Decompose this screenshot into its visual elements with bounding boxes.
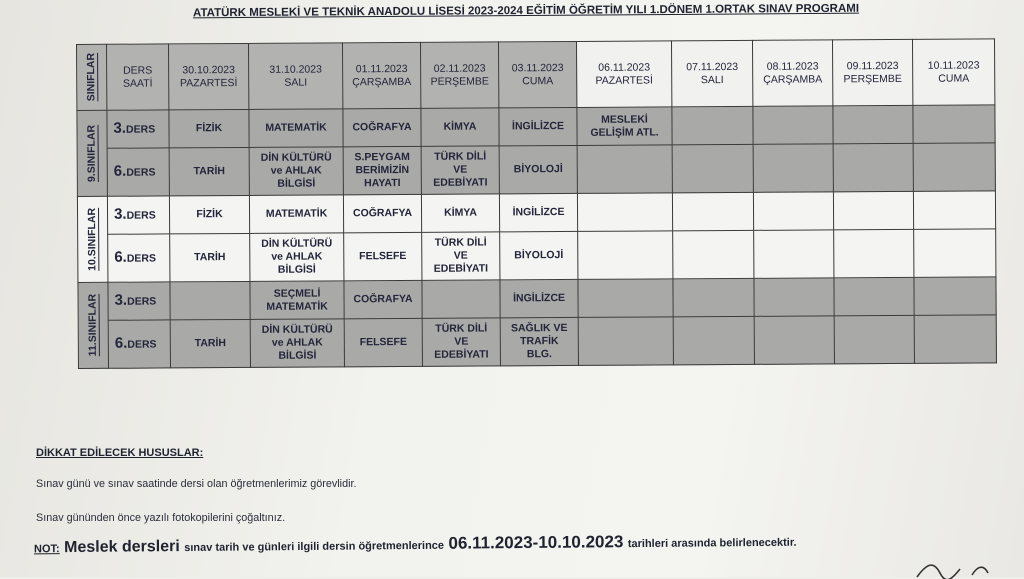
- day-header: [498, 41, 576, 107]
- exam-cell: S.PEYGAM BERİMİZİN HAYATI: [343, 146, 421, 194]
- not-mid-text: sınav tarih ve günleri ilgili dersin öğretmenlerince: [184, 539, 445, 555]
- exam-schedule-table: [76, 38, 997, 369]
- exam-cell: KİMYA: [421, 194, 499, 232]
- header-row: [77, 39, 995, 111]
- document-title: ATATÜRK MESLEKİ VE TEKNİK ANADOLU LİSESİ 2023-2024 EĞİTİM ÖĞRETİM YILI 1.DÖNEM 1.ORTAK SINAV PROGRAMI: [192, 2, 860, 20]
- exam-cell: FİZİK: [169, 195, 249, 233]
- exam-cell: [754, 230, 834, 278]
- day-header: [671, 40, 752, 106]
- schedule-row: [77, 143, 995, 197]
- day-header: [912, 39, 994, 105]
- class-group-cell: [77, 110, 108, 196]
- exam-cell: [914, 277, 996, 316]
- day-name: PAZARTESİ: [179, 76, 238, 89]
- exam-cell: [578, 279, 673, 318]
- lesson-hour-suffix: DERS: [126, 209, 156, 222]
- class-group-cell: [77, 196, 108, 282]
- lesson-hour-number: 3.: [114, 291, 128, 309]
- exam-cell: İNGİLİZCE: [499, 107, 577, 145]
- exam-cell: COĞRAFYA: [343, 108, 421, 146]
- exam-cell: SAĞLIK VE TRAFİK BLG.: [500, 317, 578, 365]
- exam-cell: TARİH: [169, 147, 249, 195]
- day-date: 03.11.2023: [511, 61, 564, 74]
- exam-cell: TÜRK DİLİ VE EDEBİYATI: [421, 146, 499, 194]
- note-line-1: Sınav günü ve sınav saatinde dersi olan öğretmenlerimiz görevlidir.: [36, 478, 357, 490]
- day-date: 10.11.2023: [927, 58, 980, 72]
- lesson-hour-number: 6.: [113, 162, 127, 180]
- exam-cell: [672, 106, 753, 144]
- lesson-hour-cell: [108, 282, 170, 320]
- exam-cell: BİYOLOJİ: [499, 145, 577, 193]
- notes-heading: DİKKAT EDİLECEK HUSUSLAR:: [36, 447, 204, 459]
- exam-cell: [914, 315, 996, 364]
- exam-cell: [672, 192, 753, 230]
- exam-cell: [834, 277, 914, 315]
- exam-cell: [913, 105, 995, 144]
- day-name: ÇARŞAMBA: [763, 72, 823, 86]
- not-dates: 06.11.2023-10.10.2023: [448, 532, 624, 553]
- day-name: CUMA: [522, 74, 554, 87]
- exam-cell: DİN KÜLTÜRÜ ve AHLAK BİLGİSİ: [250, 233, 344, 282]
- not-end-text: tarihleri arasında belirlenecektir.: [627, 536, 797, 551]
- day-name: PERŞEMBE: [430, 74, 489, 88]
- day-date: 06.11.2023: [598, 60, 651, 74]
- lesson-hour-number: 3.: [113, 119, 127, 137]
- day-header: [342, 42, 420, 108]
- day-date: 01.11.2023: [355, 62, 408, 75]
- day-header: [420, 42, 498, 108]
- group-header-label: SINIFLAR: [85, 53, 98, 102]
- exam-cell: SEÇMELİ MATEMATİK: [250, 281, 344, 320]
- exam-cell: [673, 316, 754, 364]
- exam-cell: [754, 278, 834, 316]
- exam-cell: [833, 191, 913, 229]
- exam-cell: COĞRAFYA: [343, 194, 421, 232]
- class-group-cell: [78, 282, 109, 368]
- exam-cell: [834, 229, 914, 277]
- lesson-hour-cell: [108, 234, 170, 282]
- exam-cell: [672, 144, 753, 192]
- class-group-label: 11.SINIFLAR: [86, 294, 99, 357]
- day-date: 30.10.2023: [182, 63, 235, 76]
- exam-cell: FELSEFE: [344, 232, 422, 280]
- lesson-hour-cell: [107, 148, 169, 196]
- exam-cell: İNGİLİZCE: [499, 193, 577, 231]
- exam-cell: [578, 231, 673, 280]
- exam-cell: KİMYA: [421, 108, 499, 146]
- exam-cell: [577, 193, 672, 232]
- exam-cell: MATEMATİK: [249, 195, 343, 234]
- day-date: 09.11.2023: [846, 59, 899, 72]
- day-name: SALI: [284, 76, 308, 89]
- group-header-cell: [77, 44, 107, 110]
- exam-cell: [673, 278, 754, 316]
- exam-cell: [833, 143, 913, 191]
- ders-saati-header: [107, 44, 169, 110]
- ders-saati-line-2: SAATİ: [122, 77, 153, 90]
- exam-cell: [913, 143, 995, 192]
- exam-cell: FELSEFE: [344, 318, 422, 366]
- exam-cell: [753, 144, 833, 192]
- exam-cell: TARİH: [170, 319, 250, 367]
- schedule-row: [78, 277, 996, 321]
- day-header: [752, 40, 832, 106]
- not-line: [34, 531, 797, 558]
- exam-cell: [422, 280, 500, 318]
- class-group-label: 9.SINIFLAR: [85, 124, 98, 183]
- note-line-2: Sınav gününden önce yazılı fotokopilerini çoğaltınız.: [36, 512, 286, 524]
- exam-cell: [753, 106, 833, 144]
- exam-cell: BİYOLOJİ: [500, 231, 578, 279]
- lesson-hour-suffix: DERS: [126, 123, 156, 136]
- day-name: ÇARŞAMBA: [352, 75, 412, 88]
- exam-cell: [170, 281, 250, 319]
- day-header: [169, 43, 249, 109]
- exam-cell: [833, 105, 913, 143]
- day-name: PERŞEMBE: [843, 72, 902, 85]
- lesson-hour-cell: [107, 110, 169, 148]
- lesson-hour-cell: [108, 320, 170, 368]
- ders-saati-line-1: DERS: [123, 64, 153, 77]
- lesson-hour-number: 6.: [114, 248, 127, 266]
- exam-cell: [577, 145, 672, 194]
- exam-cell: DİN KÜLTÜRÜ ve AHLAK BİLGİSİ: [249, 147, 343, 196]
- not-label: NOT:: [33, 543, 60, 556]
- exam-cell: [834, 315, 914, 363]
- class-group-label: 10.SINIFLAR: [86, 207, 99, 271]
- exam-cell: TARİH: [170, 233, 250, 281]
- day-name: PAZARTESİ: [595, 73, 653, 87]
- exam-cell: [914, 229, 996, 278]
- day-name: SALI: [700, 73, 724, 86]
- schedule-row: [78, 315, 996, 369]
- schedule-row: [78, 229, 996, 283]
- exam-cell: COĞRAFYA: [344, 280, 422, 318]
- day-date: 07.11.2023: [686, 60, 739, 73]
- schedule-row: [77, 105, 995, 149]
- day-header: [832, 39, 912, 105]
- lesson-hour-suffix: DERS: [127, 338, 157, 351]
- day-header: [248, 43, 342, 110]
- day-date: 08.11.2023: [766, 59, 819, 73]
- exam-cell: TÜRK DİLİ VE EDEBİYATI: [422, 318, 500, 366]
- exam-cell: [753, 192, 833, 230]
- lesson-hour-cell: [107, 196, 169, 234]
- exam-cell: [754, 316, 834, 364]
- lesson-hour-number: 3.: [113, 205, 127, 223]
- lesson-hour-suffix: DERS: [126, 252, 157, 265]
- schedule-row: [77, 191, 995, 235]
- day-header: [576, 41, 671, 108]
- exam-cell: MATEMATİK: [249, 109, 343, 148]
- day-date: 02.11.2023: [433, 61, 486, 75]
- day-date: 31.10.2023: [269, 62, 322, 76]
- exam-cell: FİZİK: [169, 109, 249, 147]
- exam-cell: TÜRK DİLİ VE EDEBİYATI: [422, 232, 500, 280]
- lesson-hour-suffix: DERS: [126, 166, 156, 179]
- lesson-hour-suffix: DERS: [127, 295, 157, 308]
- exam-cell: [913, 191, 995, 230]
- signature-mark: [912, 555, 1012, 579]
- exam-cell: İNGİLİZCE: [500, 279, 578, 317]
- exam-cell: MESLEKİ GELİŞİM ATL.: [577, 107, 672, 146]
- exam-cell: [673, 230, 754, 278]
- not-big-text: Meslek dersleri: [64, 538, 180, 557]
- exam-cell: DİN KÜLTÜRÜ ve AHLAK BİLGİSİ: [250, 319, 344, 368]
- exam-cell: [578, 317, 673, 366]
- lesson-hour-number: 6.: [114, 334, 128, 352]
- day-name: CUMA: [938, 72, 970, 85]
